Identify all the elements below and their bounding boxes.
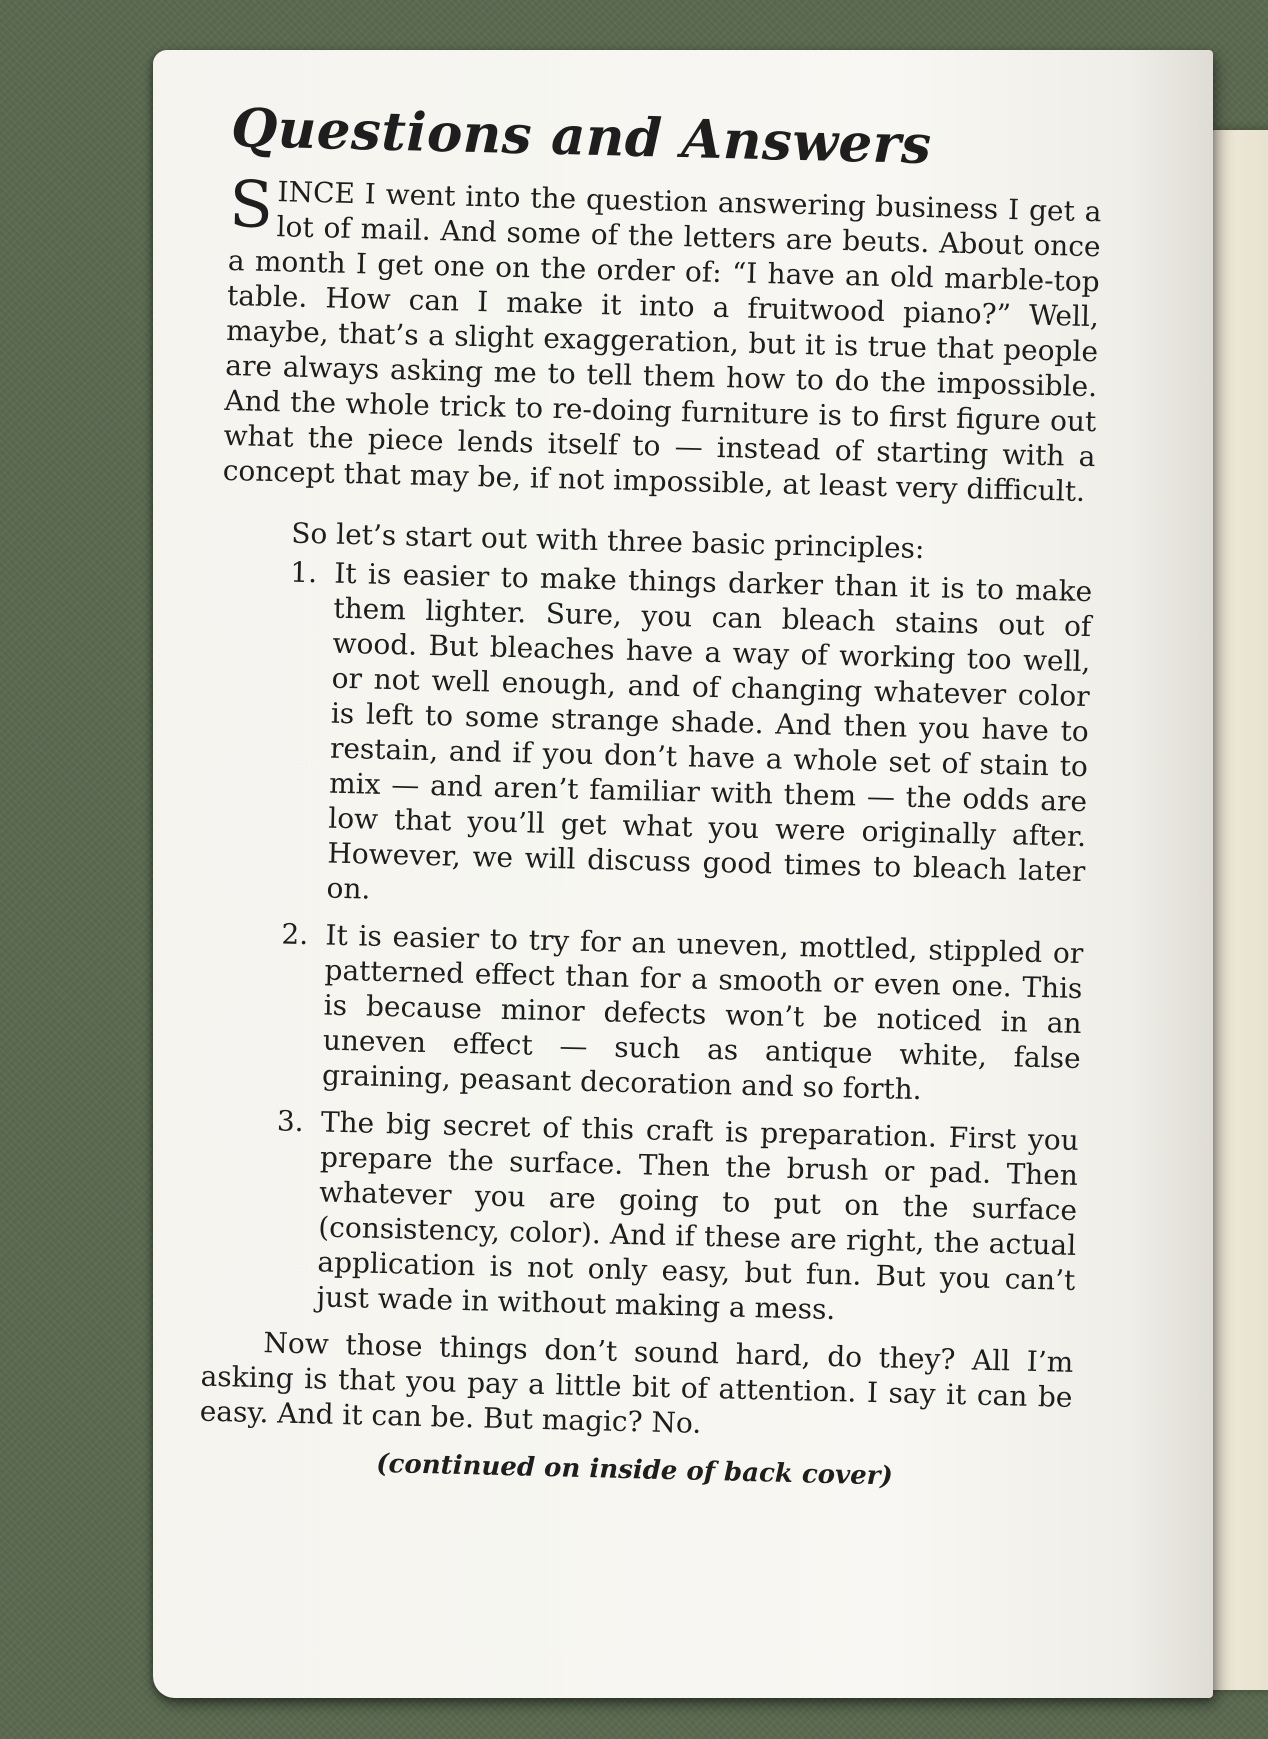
next-page-edge [1205,130,1268,1690]
page-title: Questions and Answers [230,96,933,177]
list-item-text: It is easier to try for an uneven, mottled, stippled or patterned effect than for a smooth or even one. This is because minor defects won’t be noticed in an uneven effect — such as antique white, false graining, peasant decoration and so forth. [321,918,1084,1107]
drop-cap: S [228,167,275,244]
list-item-number: 3. [276,1104,305,1139]
list-item-text: It is easier to make things darker than it is to make them lighter. Sure, you can bleach stains out of wood. But bleaches have a way of working too well, or not well enough, and of changing whatever color is left to some strange shade. And then you have to restain, and if you don’t have a whole set of stain to mix — and aren’t familiar with them — the odds are low that you’ll get what you were originally after. However, we will discuss good times to bleach later on. [326,556,1093,906]
intro-text: INCE I went into the question answering business I get a lot of mail. And some of the letters are beuts. About once a month I get one on the order of: “I have an old marble-top table. How can I make it into a fruitwood piano?” Well, maybe, that’s a slight exaggeration, but it is true that people are always asking me to tell them how to do the impossible. And the whole trick to re-doing furniture is to first figure out what the piece lends itself to — instead of starting with a concept that may be, if not impossible, at least very difficult. [222,175,1102,508]
page-content [198,95,1104,1499]
continued-note: (continued on inside of back cover) [375,1448,894,1492]
list-item-number: 1. [289,555,318,590]
principles-list [272,555,1092,1333]
list-item-text: The big secret of this craft is preparation. First you prepare the surface. Then the brush or pad. Then whatever you are going to put on the surface (consistency, color). And if these are right, the actual application is not only easy, but fun. But you can’t just wade in without making a mess. [316,1105,1080,1327]
list-item [282,555,1092,924]
list-item [278,916,1084,1111]
intro-paragraph [222,167,1102,509]
list-item [272,1103,1079,1333]
closing-paragraph: Now those things don’t sound hard, do they? All I’m asking is that you pay a little bit of attention. I say it can be easy. And it can be. But magic? No. [199,1326,1074,1440]
principles-intro: So let’s start out with three basic principles: [290,516,925,566]
list-item-number: 2. [281,917,309,952]
